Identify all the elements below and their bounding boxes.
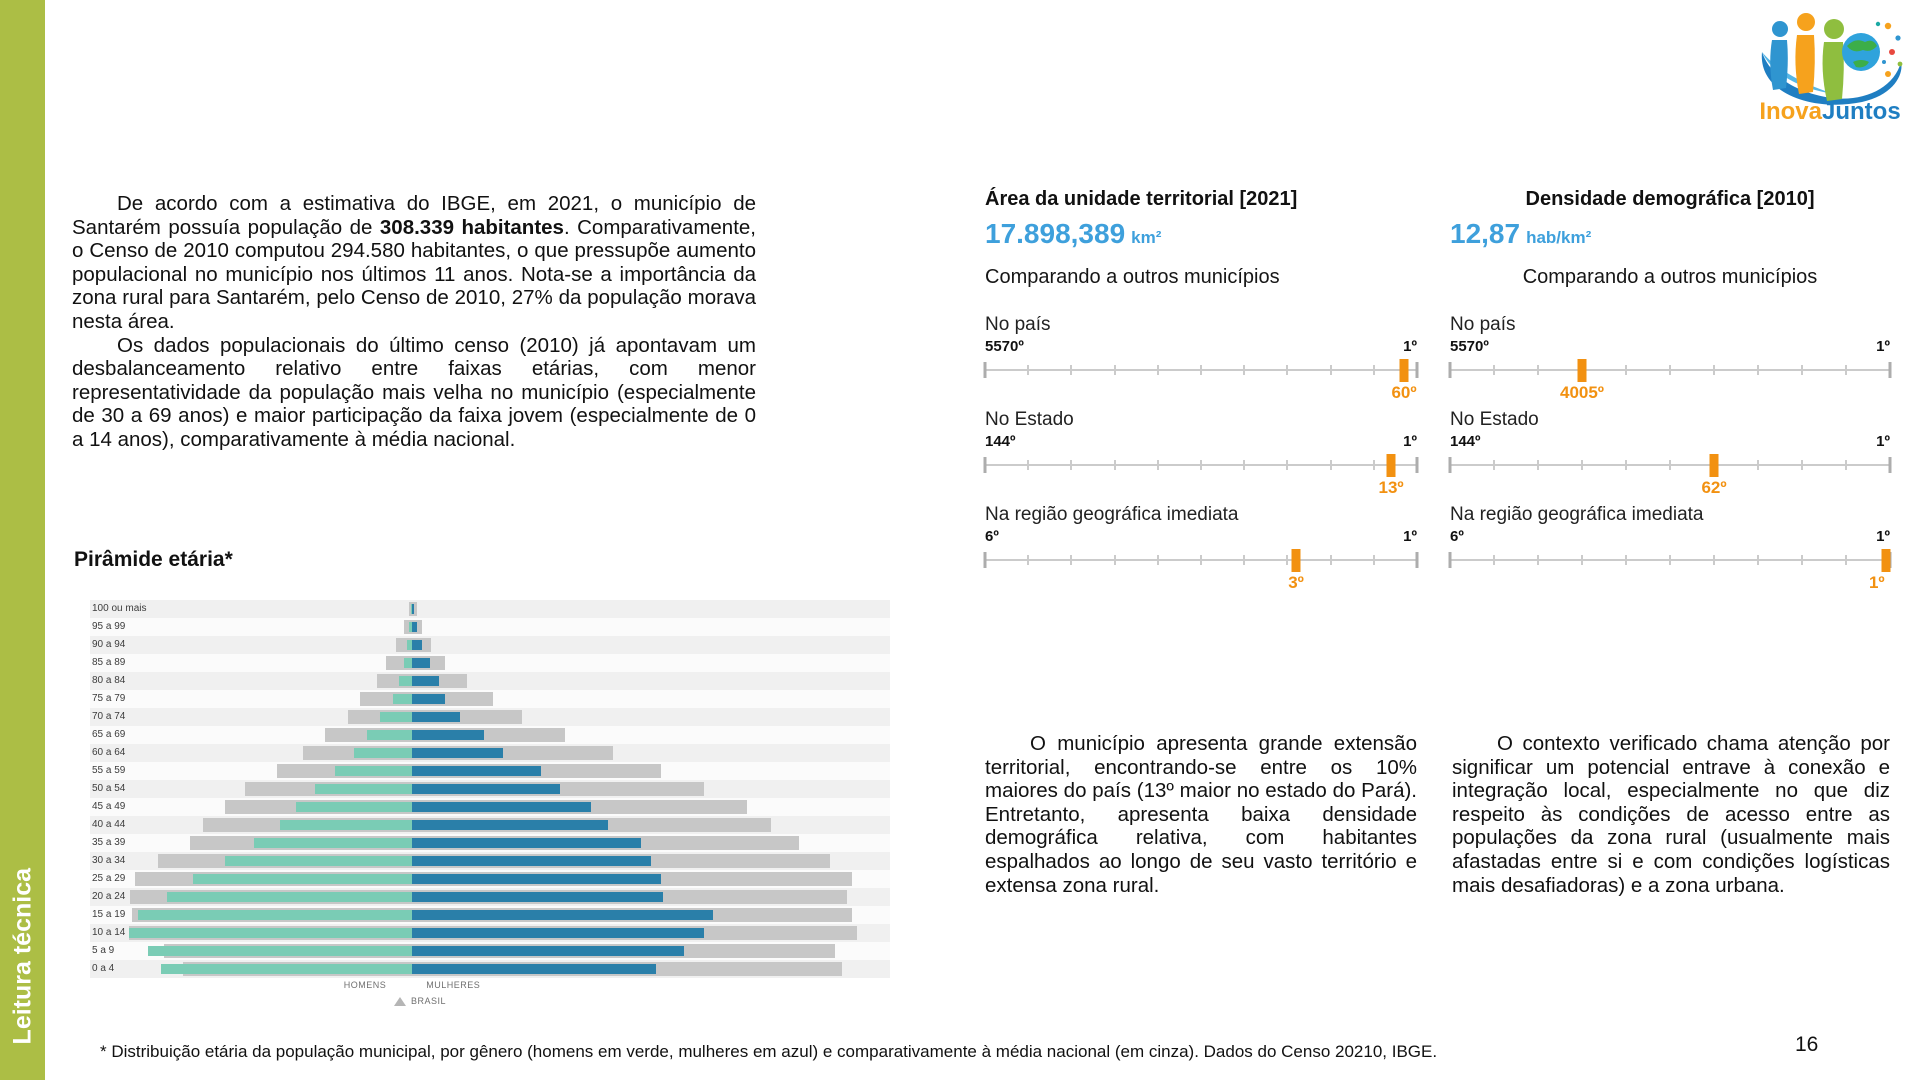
pyramid-row — [90, 906, 890, 924]
bar-homens — [138, 910, 412, 920]
ranking-pais — [1450, 314, 1890, 402]
rank-worst: 6º — [1450, 528, 1464, 545]
pyramid-left-half — [90, 690, 412, 708]
rank-slider — [985, 548, 1417, 592]
rank-best: 1º — [1403, 433, 1417, 450]
slider-tick — [1625, 555, 1627, 565]
pyramid-left-half — [90, 636, 412, 654]
bar-homens — [225, 856, 412, 866]
bar-mulheres — [412, 694, 445, 704]
slider-tick — [1449, 362, 1452, 378]
bar-homens — [335, 766, 412, 776]
rank-best: 1º — [1403, 338, 1417, 355]
legend-brasil: BRASIL — [410, 996, 447, 1006]
rank-endpoints — [1450, 528, 1890, 545]
age-label: 15 a 19 — [92, 909, 126, 920]
rank-marker-label: 1º — [1868, 573, 1885, 592]
rank-label: Na região geográfica imediata — [1450, 504, 1704, 525]
pyramid-right-half — [412, 690, 890, 708]
pyramid-right-half — [412, 906, 890, 924]
p1-population-bold: 308.339 habitantes — [379, 215, 564, 239]
logo-person-blue-head — [1772, 21, 1788, 37]
slider-tick — [1286, 555, 1288, 565]
triangle-icon — [394, 997, 406, 1006]
commentary-territorio-text: O município apresenta grande extensão territorial, encontrando-se entre os 10% maiores do país (13º maior no estado do Pará). Entretanto, apresenta baixa densidade demográfica relativa, com habitantes espalhados ao longo de seu vasto território e extensa zona rural. — [985, 732, 1417, 897]
slider-tick — [984, 552, 987, 568]
rank-marker-label: 13º — [1378, 478, 1404, 497]
pyramid-left-half — [90, 834, 412, 852]
slider-tick — [984, 457, 987, 473]
pyramid-left-half — [90, 708, 412, 726]
age-label: 30 a 34 — [92, 855, 126, 866]
rank-marker — [1578, 359, 1587, 382]
age-label: 65 a 69 — [92, 729, 126, 740]
slider-tick — [1801, 555, 1803, 565]
slider-tick — [1114, 460, 1116, 470]
bar-homens — [193, 874, 412, 884]
rank-label: No Estado — [985, 409, 1074, 430]
slider-tick — [1330, 555, 1332, 565]
slider-tick — [1027, 460, 1029, 470]
slider-tick — [1449, 457, 1452, 473]
slider-tick — [1801, 365, 1803, 375]
pyramid-right-half — [412, 744, 890, 762]
pyramid-right-half — [412, 816, 890, 834]
slider-tick — [1200, 555, 1202, 565]
pyramid-left-half — [90, 798, 412, 816]
rank-label: Na região geográfica imediata — [985, 504, 1239, 525]
logo-dot — [1885, 23, 1891, 29]
ranking-regiao — [985, 504, 1417, 592]
logo-person-orange-head — [1797, 13, 1815, 31]
stat-value: 17.898,389 — [985, 218, 1126, 249]
pyramid-row — [90, 960, 890, 978]
intro-text — [72, 192, 756, 452]
slider-tick — [1070, 460, 1072, 470]
pyramid-left-half — [90, 888, 412, 906]
inovajuntos-logo — [1742, 4, 1914, 124]
bar-homens — [129, 928, 412, 938]
slider-tick — [1330, 365, 1332, 375]
bar-mulheres — [412, 622, 417, 632]
pyramid-row — [90, 744, 890, 762]
slider-tick — [1330, 460, 1332, 470]
ranking-estado — [1450, 409, 1890, 497]
p1-after: . Comparativamente, o Censo de 2010 computou 294.580 habitantes, o que pressupõe aumento populacional no município nos últimos 11 anos. Nota-se a importância da zona rural para Santarém, pelo Censo de 2010, 27% da população morava nesta área. — [72, 215, 756, 333]
pyramid-row — [90, 798, 890, 816]
legend-mulheres: MULHERES — [426, 980, 481, 990]
age-label: 100 ou mais — [92, 603, 147, 614]
slider-tick — [1537, 460, 1539, 470]
age-label: 10 a 14 — [92, 927, 126, 938]
compare-label: Comparando a outros municípios — [1522, 266, 1818, 288]
pyramid-row — [90, 690, 890, 708]
rank-endpoints — [985, 433, 1417, 450]
rank-endpoints — [1450, 433, 1890, 450]
slider-tick — [1373, 460, 1375, 470]
pyramid-right-half — [412, 942, 890, 960]
slider-tick — [1581, 460, 1583, 470]
pyramid-row — [90, 672, 890, 690]
age-label: 5 a 9 — [92, 945, 115, 956]
pyramid-row — [90, 762, 890, 780]
pyramid-right-half — [412, 780, 890, 798]
logo-dot — [1885, 71, 1891, 77]
slider-tick — [1243, 460, 1245, 470]
logo-dot — [1876, 22, 1880, 26]
rank-best: 1º — [1876, 338, 1890, 355]
slider-tick — [1373, 555, 1375, 565]
bar-homens — [167, 892, 412, 902]
pyramid-left-half — [90, 762, 412, 780]
slider-tick — [1801, 460, 1803, 470]
logo-person-green-head — [1824, 19, 1844, 39]
commentary-contexto-text: O contexto verificado chama atenção por significar um potencial entrave à conexão e integração local, especialmente no que diz respeito às condições de acesso entre as populações da zona rural (usualmente mais afastadas entre si e com condições logísticas mais desafiadoras) e a zona urbana. — [1452, 732, 1890, 897]
bar-homens — [404, 658, 412, 668]
rank-worst: 144º — [1450, 433, 1481, 450]
bar-homens — [315, 784, 412, 794]
bar-homens — [296, 802, 412, 812]
bar-mulheres — [412, 730, 484, 740]
pyramid-right-half — [412, 960, 890, 978]
age-label: 55 a 59 — [92, 765, 126, 776]
age-label: 90 a 94 — [92, 639, 126, 650]
pyramid-left-half — [90, 744, 412, 762]
age-label: 70 a 74 — [92, 711, 126, 722]
rank-label: No país — [985, 314, 1051, 335]
pyramid-row — [90, 726, 890, 744]
slider-tick — [1416, 552, 1419, 568]
panel-densidade-demografica — [1450, 188, 1890, 592]
pyramid-right-half — [412, 636, 890, 654]
slider-tick — [1493, 460, 1495, 470]
age-label: 20 a 24 — [92, 891, 126, 902]
bar-homens — [148, 946, 412, 956]
logo-text-inova: Inova — [1759, 98, 1823, 124]
rank-label: No país — [1450, 314, 1516, 335]
bar-mulheres — [412, 874, 661, 884]
slider-tick — [1243, 365, 1245, 375]
slider-tick — [1200, 460, 1202, 470]
ranking-regiao — [1450, 504, 1890, 592]
rank-best: 1º — [1876, 528, 1890, 545]
slider-tick — [1493, 555, 1495, 565]
bar-mulheres — [412, 784, 560, 794]
intro-paragraph-2: Os dados populacionais do último censo (2010) já apontavam um desbalanceamento relativo entre faixas etárias, com menor representatividade da população mais velha no município (especialmente de 30 a 69 anos) e maior participação da faixa jovem (especialmente de 0 a 14 anos), comparativamente à média nacional. — [72, 333, 756, 451]
slider-tick — [1157, 460, 1159, 470]
slider-tick — [1449, 552, 1452, 568]
bar-homens — [254, 838, 412, 848]
bar-homens — [354, 748, 412, 758]
panel-area-territorial — [985, 188, 1417, 592]
footnote: * Distribuição etária da população municipal, por gênero (homens em verde, mulheres em azul) e comparativamente à média nacional (em cinza). Dados do Censo 20210, IBGE. — [100, 1042, 1438, 1061]
slider-tick — [1027, 365, 1029, 375]
slider-tick — [1114, 365, 1116, 375]
pyramid-right-half — [412, 600, 890, 618]
pyramid-title: Pirâmide etária* — [74, 548, 233, 571]
rank-marker — [1387, 454, 1396, 477]
rank-slider — [1450, 548, 1890, 592]
slider-tick — [1070, 365, 1072, 375]
bar-homens — [393, 694, 412, 704]
logo-person-green-body — [1823, 42, 1844, 101]
bar-mulheres — [412, 946, 684, 956]
pyramid-left-half — [90, 654, 412, 672]
age-label: 95 a 99 — [92, 621, 126, 632]
bar-mulheres — [412, 928, 704, 938]
slider-tick — [1286, 460, 1288, 470]
rank-marker-label: 62º — [1701, 478, 1727, 497]
slider-tick — [1625, 460, 1627, 470]
rank-slider — [985, 453, 1417, 497]
age-label: 25 a 29 — [92, 873, 126, 884]
rank-slider — [985, 358, 1417, 402]
bar-mulheres — [412, 658, 430, 668]
age-label: 45 a 49 — [92, 801, 126, 812]
pyramid-left-half — [90, 726, 412, 744]
slider-tick — [984, 362, 987, 378]
slider-tick — [1889, 457, 1892, 473]
pyramid-legend — [344, 980, 481, 990]
logo-text-juntos: Juntos — [1822, 98, 1901, 124]
ranking-pais — [985, 314, 1417, 402]
age-label: 40 a 44 — [92, 819, 126, 830]
rank-slider — [1450, 358, 1890, 402]
rank-marker-label: 4005º — [1559, 383, 1605, 402]
rank-best: 1º — [1403, 528, 1417, 545]
rank-slider — [1450, 453, 1890, 497]
pyramid-right-half — [412, 888, 890, 906]
slider-tick — [1581, 555, 1583, 565]
rank-best: 1º — [1876, 433, 1890, 450]
pyramid-rows — [90, 600, 890, 978]
pyramid-right-half — [412, 762, 890, 780]
age-label: 60 a 64 — [92, 747, 126, 758]
pyramid-right-half — [412, 870, 890, 888]
pyramid-row — [90, 834, 890, 852]
slider-tick — [1416, 457, 1419, 473]
age-label: 0 a 4 — [92, 963, 115, 974]
rank-worst: 5570º — [1450, 338, 1489, 355]
bar-homens — [367, 730, 412, 740]
bar-homens — [161, 964, 412, 974]
slider-tick — [1200, 365, 1202, 375]
pyramid-row — [90, 618, 890, 636]
stat-unit: km² — [1131, 228, 1162, 247]
slider-tick — [1157, 365, 1159, 375]
pyramid-left-half — [90, 870, 412, 888]
pyramid-row — [90, 636, 890, 654]
slider-tick — [1757, 555, 1759, 565]
age-label: 80 a 84 — [92, 675, 126, 686]
stat-value: 12,87 — [1450, 218, 1521, 249]
pyramid-right-half — [412, 708, 890, 726]
bar-mulheres — [412, 676, 439, 686]
pyramid-right-half — [412, 834, 890, 852]
bar-mulheres — [412, 748, 503, 758]
p1-before: De acordo com a estimativa do IBGE, em 2021, o município de Santarém possuía população de — [72, 192, 756, 239]
slider-tick — [1243, 555, 1245, 565]
ranking-estado — [985, 409, 1417, 497]
age-label: 85 a 89 — [92, 657, 126, 668]
page-number: 16 — [1795, 1033, 1819, 1056]
slider-tick — [1625, 365, 1627, 375]
slider-tick — [1286, 365, 1288, 375]
bar-mulheres — [412, 640, 422, 650]
rank-marker — [1292, 549, 1301, 572]
slider-tick — [1373, 365, 1375, 375]
rank-label: No Estado — [1450, 409, 1539, 430]
rank-worst: 5570º — [985, 338, 1024, 355]
pyramid-right-half — [412, 654, 890, 672]
commentary-territorio — [985, 732, 1417, 897]
commentary-contexto — [1452, 732, 1890, 897]
bar-mulheres — [412, 766, 541, 776]
age-label: 50 a 54 — [92, 783, 126, 794]
logo-person-blue-body — [1770, 40, 1788, 90]
pyramid-right-half — [412, 618, 890, 636]
slider-tick — [1845, 555, 1847, 565]
slider-tick — [1416, 362, 1419, 378]
panel-title: Densidade demográfica [2010] — [1525, 188, 1815, 210]
pyramid-left-half — [90, 780, 412, 798]
slider-tick — [1713, 365, 1715, 375]
rank-marker-label: 3º — [1288, 573, 1304, 592]
population-pyramid-chart — [90, 600, 890, 1020]
rank-marker-label: 60º — [1391, 383, 1417, 402]
slider-tick — [1070, 555, 1072, 565]
stat-unit: hab/km² — [1526, 228, 1592, 247]
age-label: 35 a 39 — [92, 837, 126, 848]
pyramid-right-half — [412, 726, 890, 744]
pyramid-row — [90, 654, 890, 672]
age-label: 75 a 79 — [92, 693, 126, 704]
slider-tick — [1537, 365, 1539, 375]
slider-tick — [1757, 460, 1759, 470]
panel-title: Área da unidade territorial [2021] — [985, 188, 1298, 210]
rank-marker — [1710, 454, 1719, 477]
intro-paragraph-1 — [72, 192, 756, 334]
bar-mulheres — [412, 802, 591, 812]
slider-tick — [1669, 555, 1671, 565]
pyramid-row — [90, 888, 890, 906]
slider-tick — [1027, 555, 1029, 565]
bar-homens — [280, 820, 412, 830]
pyramid-right-half — [412, 924, 890, 942]
logo-dot — [1898, 62, 1903, 67]
logo-dot — [1882, 60, 1886, 64]
logo-dot — [1889, 49, 1895, 55]
pyramid-row — [90, 942, 890, 960]
pyramid-left-half — [90, 618, 412, 636]
compare-label: Comparando a outros municípios — [985, 266, 1280, 288]
pyramid-row — [90, 852, 890, 870]
legend-homens: HOMENS — [343, 980, 387, 990]
slider-tick — [1669, 460, 1671, 470]
slider-tick — [1889, 362, 1892, 378]
pyramid-left-half — [90, 816, 412, 834]
slider-tick — [1845, 460, 1847, 470]
pyramid-left-half — [90, 852, 412, 870]
slider-tick — [1845, 365, 1847, 375]
logo-wordmark — [1759, 98, 1900, 124]
slider-tick — [1114, 555, 1116, 565]
pyramid-row — [90, 708, 890, 726]
slider-tick — [1669, 365, 1671, 375]
rank-worst: 6º — [985, 528, 999, 545]
bar-mulheres — [412, 856, 651, 866]
pyramid-right-half — [412, 672, 890, 690]
bar-mulheres — [412, 892, 663, 902]
logo-dot — [1895, 35, 1900, 40]
slider-tick — [1537, 555, 1539, 565]
bar-mulheres — [412, 910, 713, 920]
bar-mulheres — [412, 964, 656, 974]
pyramid-left-half — [90, 942, 412, 960]
bar-homens — [380, 712, 412, 722]
pyramid-left-half — [90, 960, 412, 978]
stat-line — [985, 218, 1417, 250]
rank-endpoints — [985, 528, 1417, 545]
stat-line — [1450, 218, 1890, 250]
slider-tick — [1157, 555, 1159, 565]
rank-endpoints — [985, 338, 1417, 355]
pyramid-right-half — [412, 798, 890, 816]
slider-tick — [1757, 365, 1759, 375]
bar-mulheres — [412, 604, 414, 614]
pyramid-row — [90, 870, 890, 888]
slider-tick — [1493, 365, 1495, 375]
rank-worst: 144º — [985, 433, 1016, 450]
section-sidebar — [0, 0, 45, 1080]
pyramid-left-half — [90, 906, 412, 924]
pyramid-right-half — [412, 852, 890, 870]
bar-mulheres — [412, 712, 460, 722]
bar-mulheres — [412, 838, 641, 848]
slider-tick — [1713, 555, 1715, 565]
section-label: Leitura técnica — [8, 867, 36, 1044]
pyramid-left-half — [90, 924, 412, 942]
logo-person-orange-body — [1795, 35, 1814, 94]
pyramid-row — [90, 816, 890, 834]
rank-marker — [1400, 359, 1409, 382]
rank-marker — [1881, 549, 1890, 572]
rank-endpoints — [1450, 338, 1890, 355]
bar-mulheres — [412, 820, 608, 830]
pyramid-row — [90, 924, 890, 942]
pyramid-left-half — [90, 672, 412, 690]
pyramid-row — [90, 780, 890, 798]
pyramid-legend-brasil — [394, 996, 446, 1006]
pyramid-row — [90, 600, 890, 618]
bar-homens — [399, 676, 412, 686]
